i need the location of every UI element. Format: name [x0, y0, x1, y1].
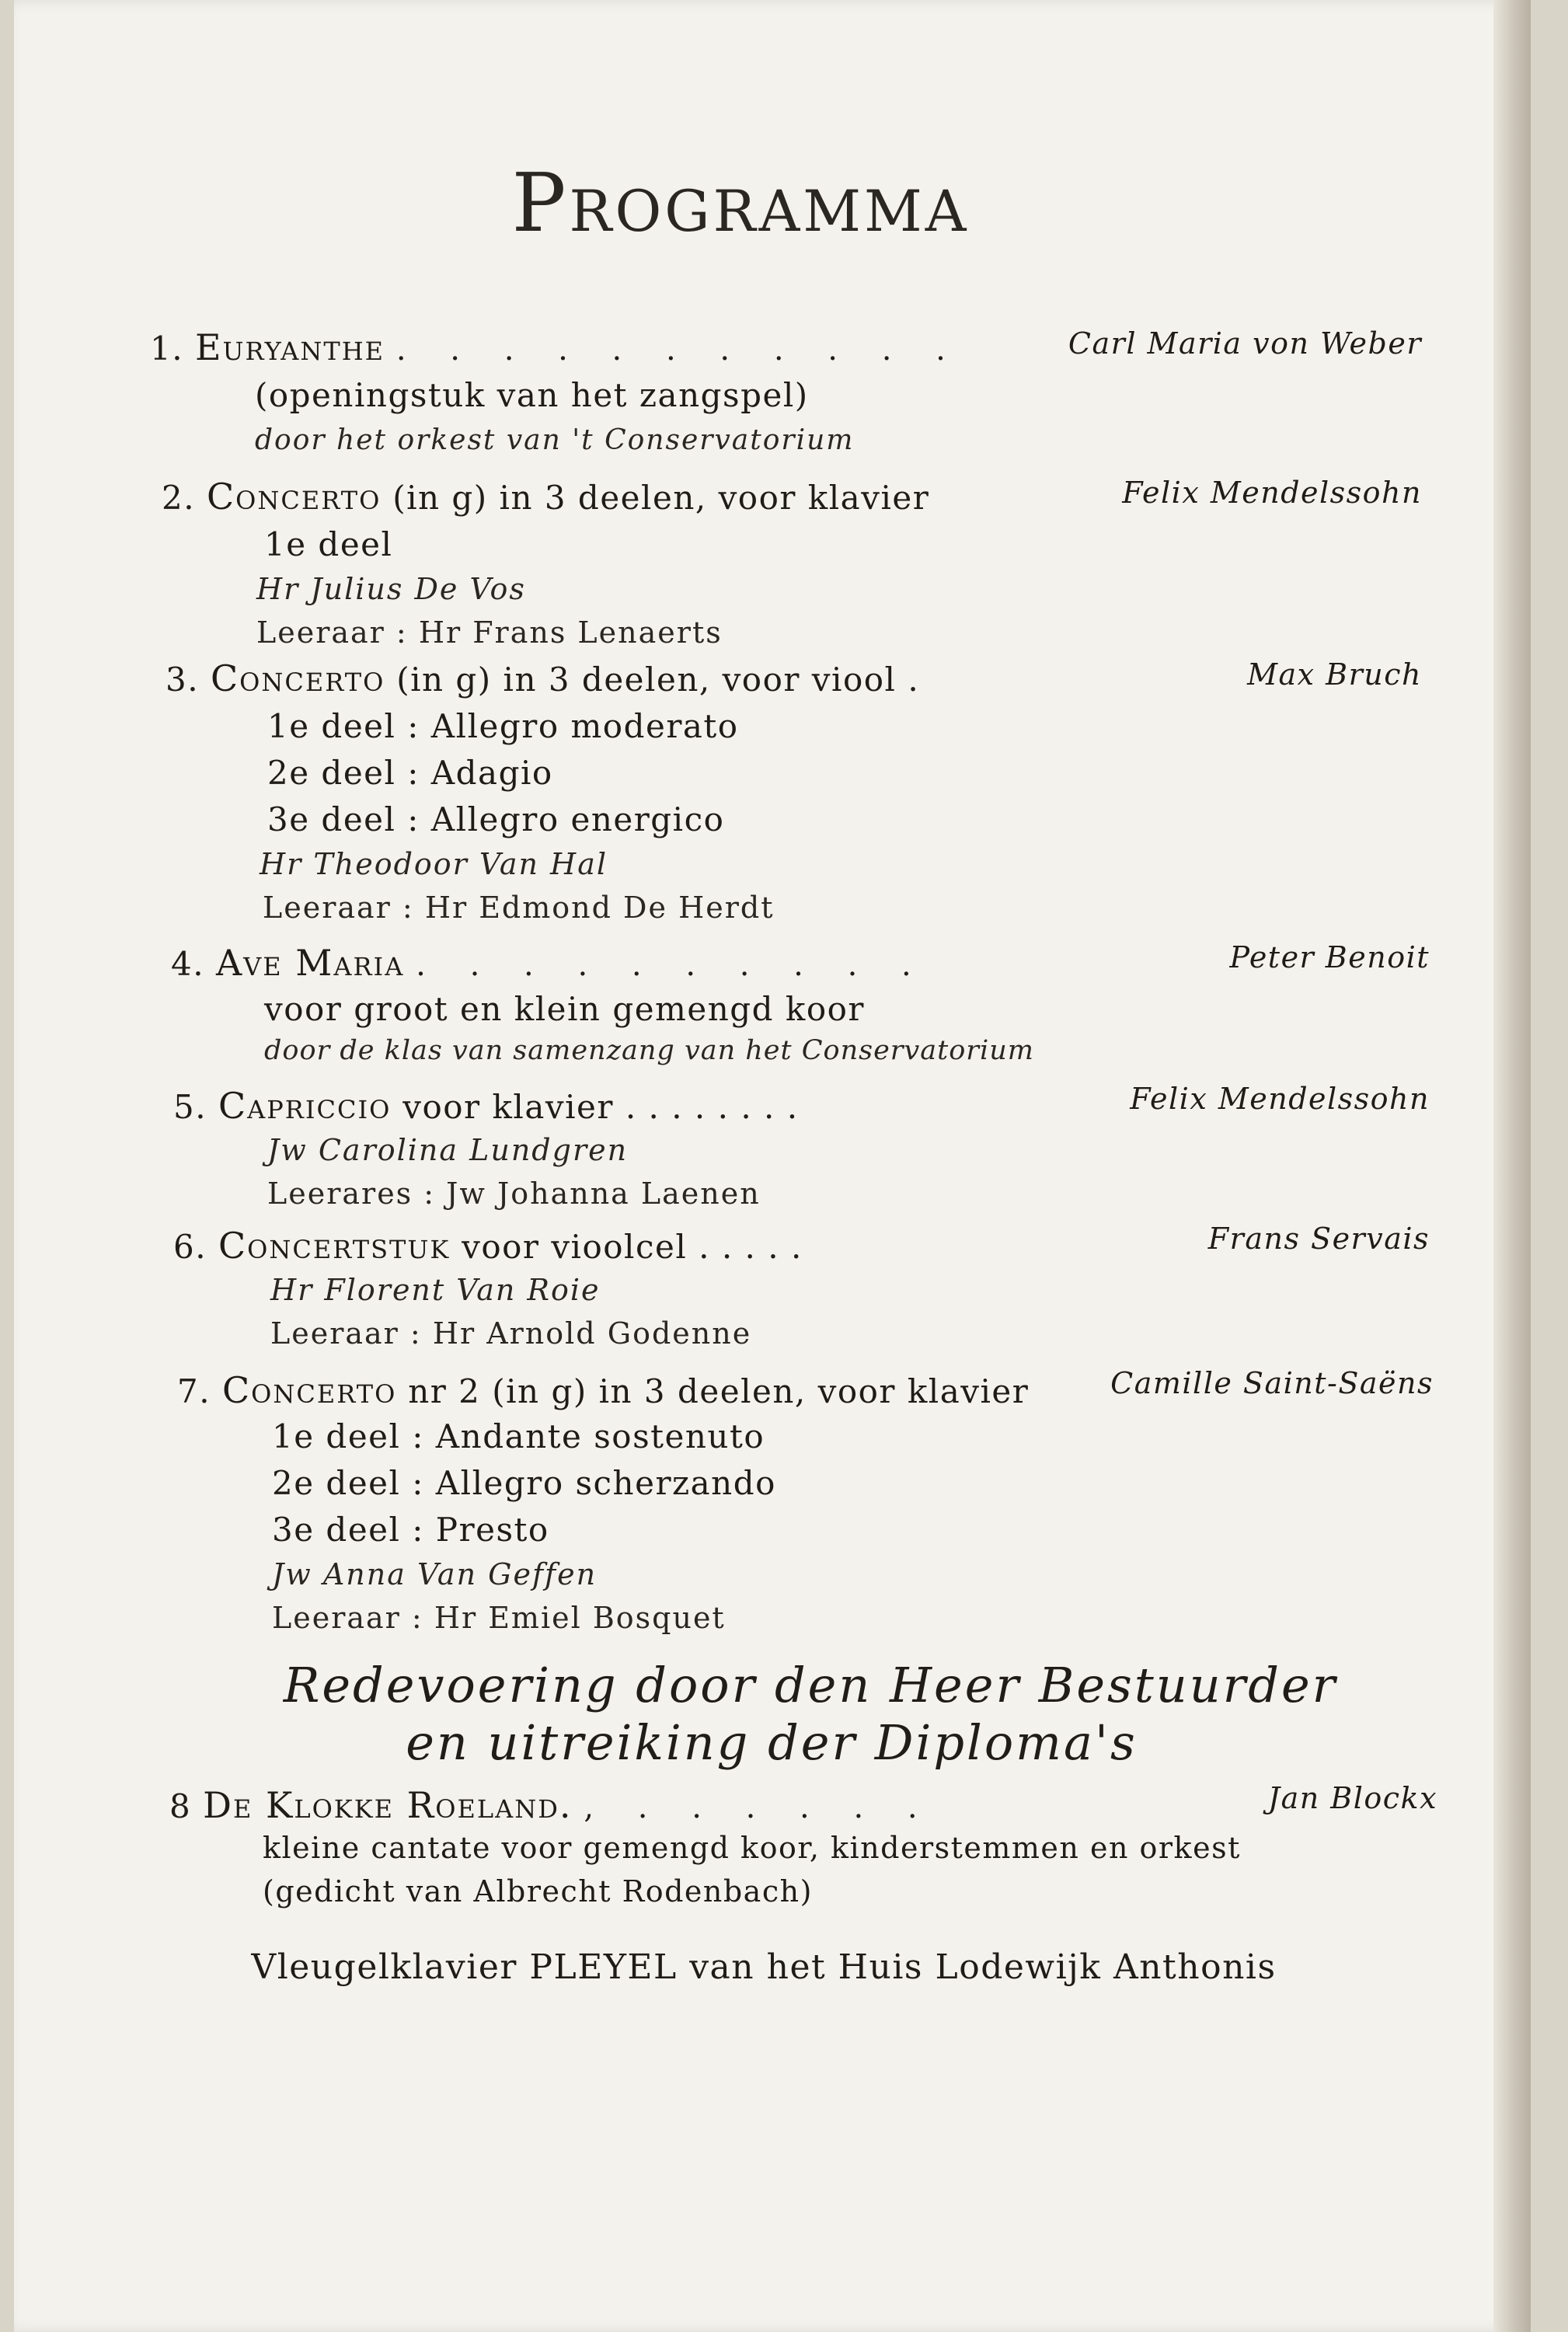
item-6-heading [173, 1225, 803, 1267]
performer: Hr Theodoor Van Hal [260, 847, 608, 881]
piece-name: Concerto [206, 476, 382, 518]
movement: 2e deel : Adagio [267, 754, 553, 792]
piece-description: voor vioolcel . . . . . [462, 1228, 803, 1266]
composer: Peter Benoit [1229, 940, 1430, 974]
performer: Jw Anna Van Geffen [272, 1557, 598, 1591]
item-number: 8 [169, 1787, 192, 1825]
composer: Felix Mendelssohn [1130, 1082, 1430, 1116]
leader-dots: , . . . . . . [584, 1790, 935, 1825]
piece-name: Capriccio [218, 1085, 392, 1127]
piece-name: De Klokke Roeland. [203, 1784, 573, 1826]
piece-name: Ave Maria [215, 942, 405, 984]
performer: door het orkest van 't Conservatorium [255, 424, 855, 456]
teacher: Leeraar : Hr Edmond De Herdt [263, 891, 775, 925]
footer-note: Vleugelklavier PLEYEL van het Huis Lodewijk Anthonis [251, 1947, 1277, 1987]
leader-dots: . . . . . . . . . . [416, 947, 929, 983]
composer: Carl Maria von Weber [1068, 326, 1422, 361]
piece-description: voor klavier . . . . . . . . [402, 1088, 799, 1126]
piece-description: (in g) in 3 deelen, voor klavier [392, 479, 930, 517]
interlude-line-2: en uitreiking der Diploma's [406, 1714, 1138, 1771]
teacher: Leeraar : Hr Frans Lenaerts [256, 615, 723, 650]
composer: Jan Blockx [1267, 1781, 1437, 1815]
teacher: Leerares : Jw Johanna Laenen [267, 1176, 761, 1211]
performer: Hr Florent Van Roie [270, 1273, 601, 1307]
piece-name: Concerto [221, 1369, 397, 1411]
item-7-heading [177, 1369, 1029, 1411]
movement: 1e deel : Allegro moderato [267, 707, 739, 745]
program-page [14, 0, 1531, 2332]
item-5-heading [173, 1085, 799, 1127]
composer: Felix Mendelssohn [1122, 476, 1422, 510]
performer: Hr Julius De Vos [256, 572, 526, 606]
piece-description: nr 2 (in g) in 3 deelen, voor klavier [408, 1372, 1030, 1410]
item-3-heading [166, 657, 919, 699]
piece-name: Concerto [210, 657, 385, 699]
item-number: 4. [171, 945, 205, 983]
piece-name: Euryanthe [194, 326, 385, 368]
item-1-heading [150, 326, 963, 368]
leader-dots: . . . . . . . . . . . [395, 332, 963, 368]
piece-detail: voor groot en klein gemengd koor [264, 990, 866, 1028]
movement: 3e deel : Presto [272, 1511, 549, 1549]
item-number: 3. [166, 661, 200, 699]
movement: 3e deel : Allegro energico [267, 800, 725, 838]
item-8-heading [169, 1784, 935, 1826]
piece-description: (in g) in 3 deelen, voor viool . [396, 661, 920, 699]
piece-detail: (gedicht van Albrecht Rodenbach) [263, 1874, 813, 1908]
item-number: 7. [177, 1372, 211, 1410]
item-number: 6. [173, 1228, 207, 1266]
item-2-heading [162, 476, 929, 518]
performer: Jw Carolina Lundgren [267, 1133, 629, 1167]
item-number: 1. [150, 329, 184, 368]
interlude-line-1: Redevoering door den Heer Bestuurder [283, 1657, 1338, 1713]
item-number: 5. [173, 1088, 207, 1126]
teacher: Leeraar : Hr Arnold Godenne [270, 1316, 752, 1351]
page-title: Programma [511, 155, 970, 250]
piece-detail: (openingstuk van het zangspel) [255, 376, 809, 414]
performer: door de klas van samenzang van het Conservatorium [264, 1035, 1034, 1066]
movement: 1e deel : Andante sostenuto [272, 1417, 765, 1455]
piece-name: Concertstuk [218, 1225, 451, 1267]
composer: Max Bruch [1247, 657, 1422, 692]
teacher: Leeraar : Hr Emiel Bosquet [272, 1601, 726, 1635]
composer: Camille Saint-Saëns [1110, 1366, 1434, 1400]
piece-detail: kleine cantate voor gemengd koor, kinderstemmen en orkest [263, 1831, 1241, 1865]
item-4-heading [171, 942, 929, 984]
movement: 1e deel [264, 525, 393, 563]
item-number: 2. [162, 479, 196, 517]
movement: 2e deel : Allegro scherzando [272, 1464, 776, 1502]
composer: Frans Servais [1207, 1222, 1430, 1256]
page-edge [1493, 0, 1531, 2332]
